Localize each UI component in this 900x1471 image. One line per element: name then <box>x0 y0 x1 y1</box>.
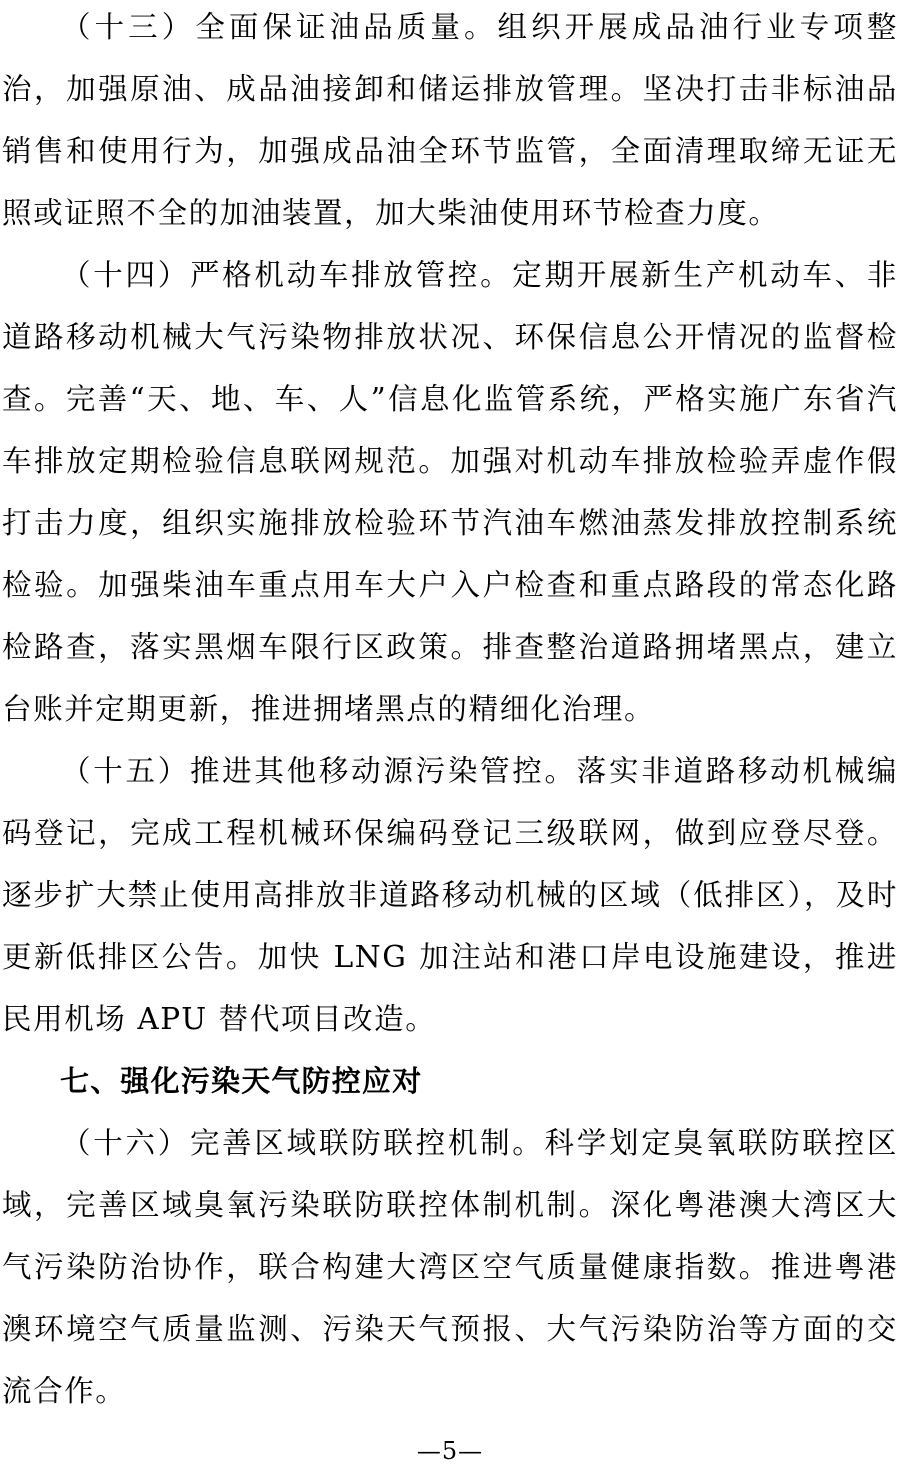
section-heading-7: 七、强化污染天气防控应对 <box>60 1064 423 1098</box>
paragraph-16-regional-joint-control: （十六）完善区域联防联控机制。科学划定臭氧联防联控区域，完善区域臭氧污染联防联控体制机制。深化粤港澳大湾区大气污染防治协作，联合构建大湾区空气质量健康指数。推进粤港澳环境空气质量监测、污染天气预报、大气污染防治等方面的交流合作。 <box>2 1126 898 1408</box>
paragraph-13-fuel-quality: （十三）全面保证油品质量。组织开展成品油行业专项整治，加强原油、成品油接卸和储运排放管理。坚决打击非标油品销售和使用行为，加强成品油全环节监管，全面清理取缔无证无照或证照不全的加油装置，加大柴油使用环节检查力度。 <box>2 10 898 230</box>
document-body <box>2 0 898 1422</box>
page-number: —5— <box>416 1437 484 1465</box>
paragraph-14-vehicle-emissions: （十四）严格机动车排放管控。定期开展新生产机动车、非道路移动机械大气污染物排放状况、环保信息公开情况的监督检查。完善“天、地、车、人”信息化监管系统，严格实施广东省汽车排放定期检验信息联网规范。加强对机动车排放检验弄虚作假打击力度，组织实施排放检验环节汽油车燃油蒸发排放控制系统检验。加强柴油车重点用车大户入户检查和重点路段的常态化路检路查，落实黑烟车限行区政策。排查整治道路拥堵黑点，建立台账并定期更新，推进拥堵黑点的精细化治理。 <box>2 258 898 726</box>
paragraph-15-mobile-source-control: （十五）推进其他移动源污染管控。落实非道路移动机械编码登记，完成工程机械环保编码登记三级联网，做到应登尽登。逐步扩大禁止使用高排放非道路移动机械的区域（低排区），及时更新低排区公告。加快 LNG 加注站和港口岸电设施建设，推进民用机场 APU 替代项目改造。 <box>2 754 898 1036</box>
